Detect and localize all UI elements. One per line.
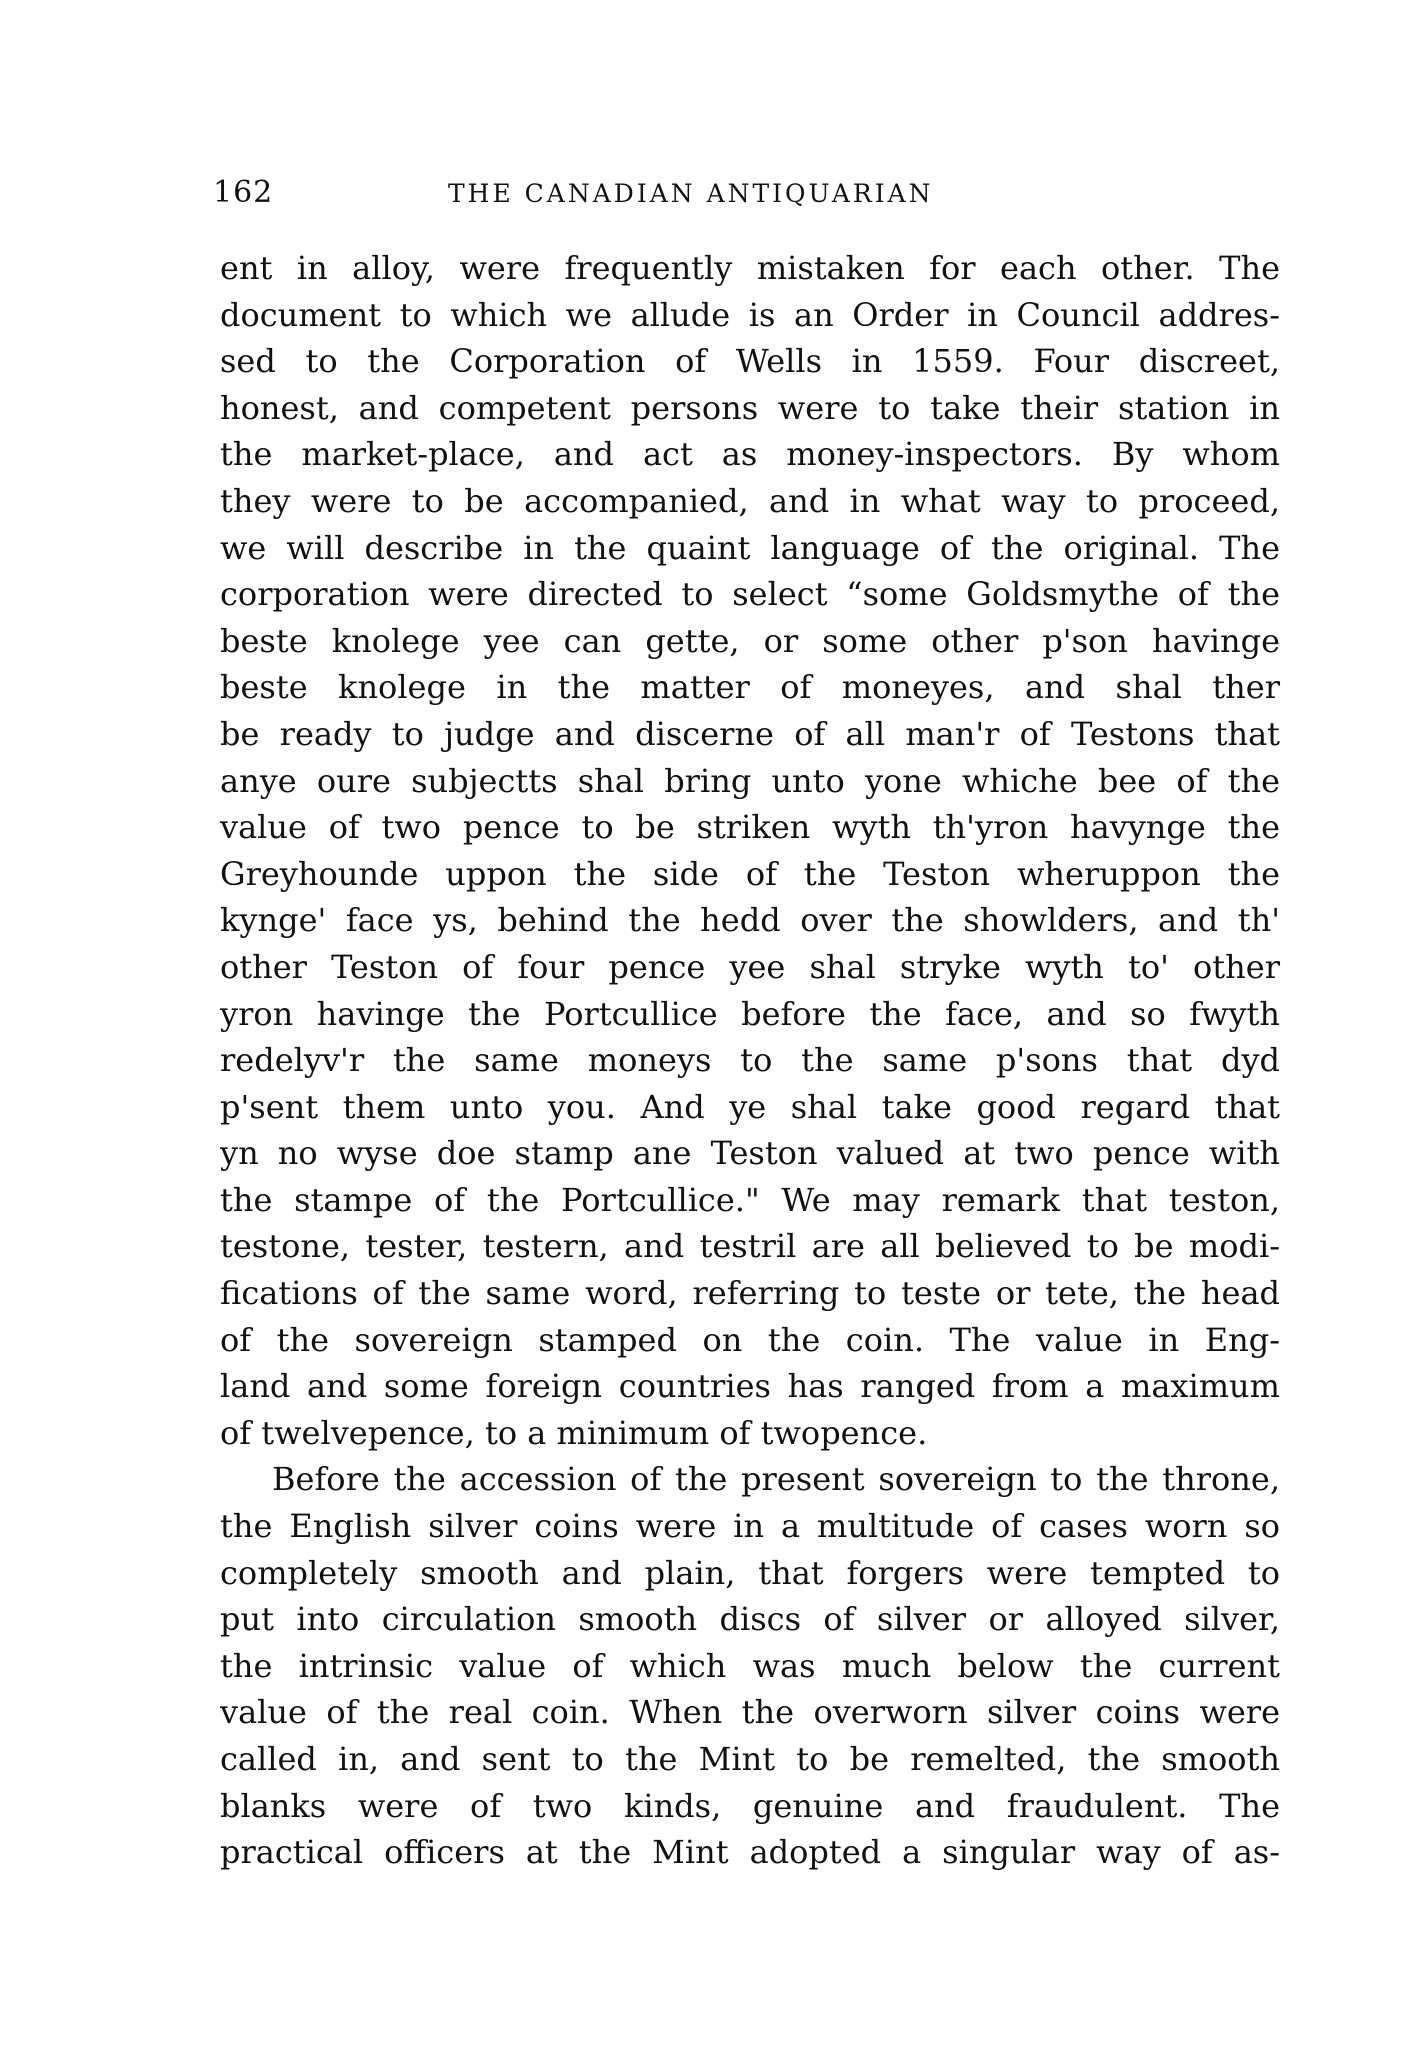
text-line: fications of the same word, referring to teste or tete, the head <box>220 1274 1280 1313</box>
text-line: redelyv'r the same moneys to the same p'sons that dyd <box>220 1041 1280 1080</box>
page-number: 162 <box>213 175 274 210</box>
text-line: beste knolege in the matter of moneyes, and shal ther <box>220 668 1280 707</box>
text-line: the market-place, and act as money-inspectors. By whom <box>220 435 1280 474</box>
text-line: kynge' face ys, behind the hedd over the showlders, and th' <box>220 901 1280 940</box>
text-line: be ready to judge and discerne of all man'r of Testons that <box>220 714 1280 753</box>
text-line: yn no wyse doe stamp ane Teston valued at two pence with <box>220 1134 1280 1173</box>
text-line: testone, tester, testern, and testril are all believed to be modi- <box>220 1227 1280 1266</box>
text-line: they were to be accompanied, and in what way to proceed, <box>220 481 1280 520</box>
text-line: Before the accession of the present sovereign to the throne, <box>272 1460 1280 1499</box>
text-line: other Teston of four pence yee shal stryke wyth to' other <box>220 947 1280 986</box>
text-line: practical officers at the Mint adopted a singular way of as- <box>220 1833 1280 1872</box>
text-line: completely smooth and plain, that forgers were tempted to <box>220 1553 1280 1592</box>
text-line: land and some foreign countries has ranged from a maximum <box>220 1367 1280 1406</box>
text-line: of the sovereign stamped on the coin. The value in Eng- <box>220 1320 1280 1359</box>
text-line: anye oure subjectts shal bring unto yone whiche bee of the <box>220 761 1280 800</box>
body-text <box>220 245 1280 1876</box>
text-line: blanks were of two kinds, genuine and fraudulent. The <box>220 1786 1280 1825</box>
text-line: the English silver coins were in a multitude of cases worn so <box>220 1507 1280 1546</box>
text-line: value of the real coin. When the overworn silver coins were <box>220 1693 1280 1732</box>
journal-title: THE CANADIAN ANTIQUARIAN <box>448 179 934 208</box>
text-line: the intrinsic value of which was much below the current <box>220 1646 1280 1685</box>
running-head <box>213 175 1013 219</box>
text-line: called in, and sent to the Mint to be remelted, the smooth <box>220 1740 1280 1778</box>
text-line: document to which we allude is an Order in Council addres- <box>220 295 1280 334</box>
text-line: the stampe of the Portcullice." We may remark that teston, <box>220 1180 1280 1219</box>
text-line: Greyhounde uppon the side of the Teston wheruppon the <box>220 854 1280 893</box>
text-line: corporation were directed to select “some Goldsmythe of the <box>220 575 1280 614</box>
text-line: yron havinge the Portcullice before the face, and so fwyth <box>220 994 1280 1033</box>
text-line: value of two pence to be striken wyth th'yron havynge the <box>220 808 1280 847</box>
text-line: honest, and competent persons were to take their station in <box>220 388 1280 427</box>
text-line: beste knolege yee can gette, or some other p'son havinge <box>220 621 1280 660</box>
text-line: sed to the Corporation of Wells in 1559. Four discreet, <box>220 342 1280 381</box>
text-line: ent in alloy, were frequently mistaken for each other. The <box>220 249 1280 287</box>
text-line: put into circulation smooth discs of silver or alloyed silver, <box>220 1600 1280 1639</box>
text-line: p'sent them unto you. And ye shal take good regard that <box>220 1087 1280 1126</box>
text-line: we will describe in the quaint language of the original. The <box>220 528 1280 567</box>
text-line: of twelvepence, to a minimum of twopence. <box>220 1413 928 1452</box>
